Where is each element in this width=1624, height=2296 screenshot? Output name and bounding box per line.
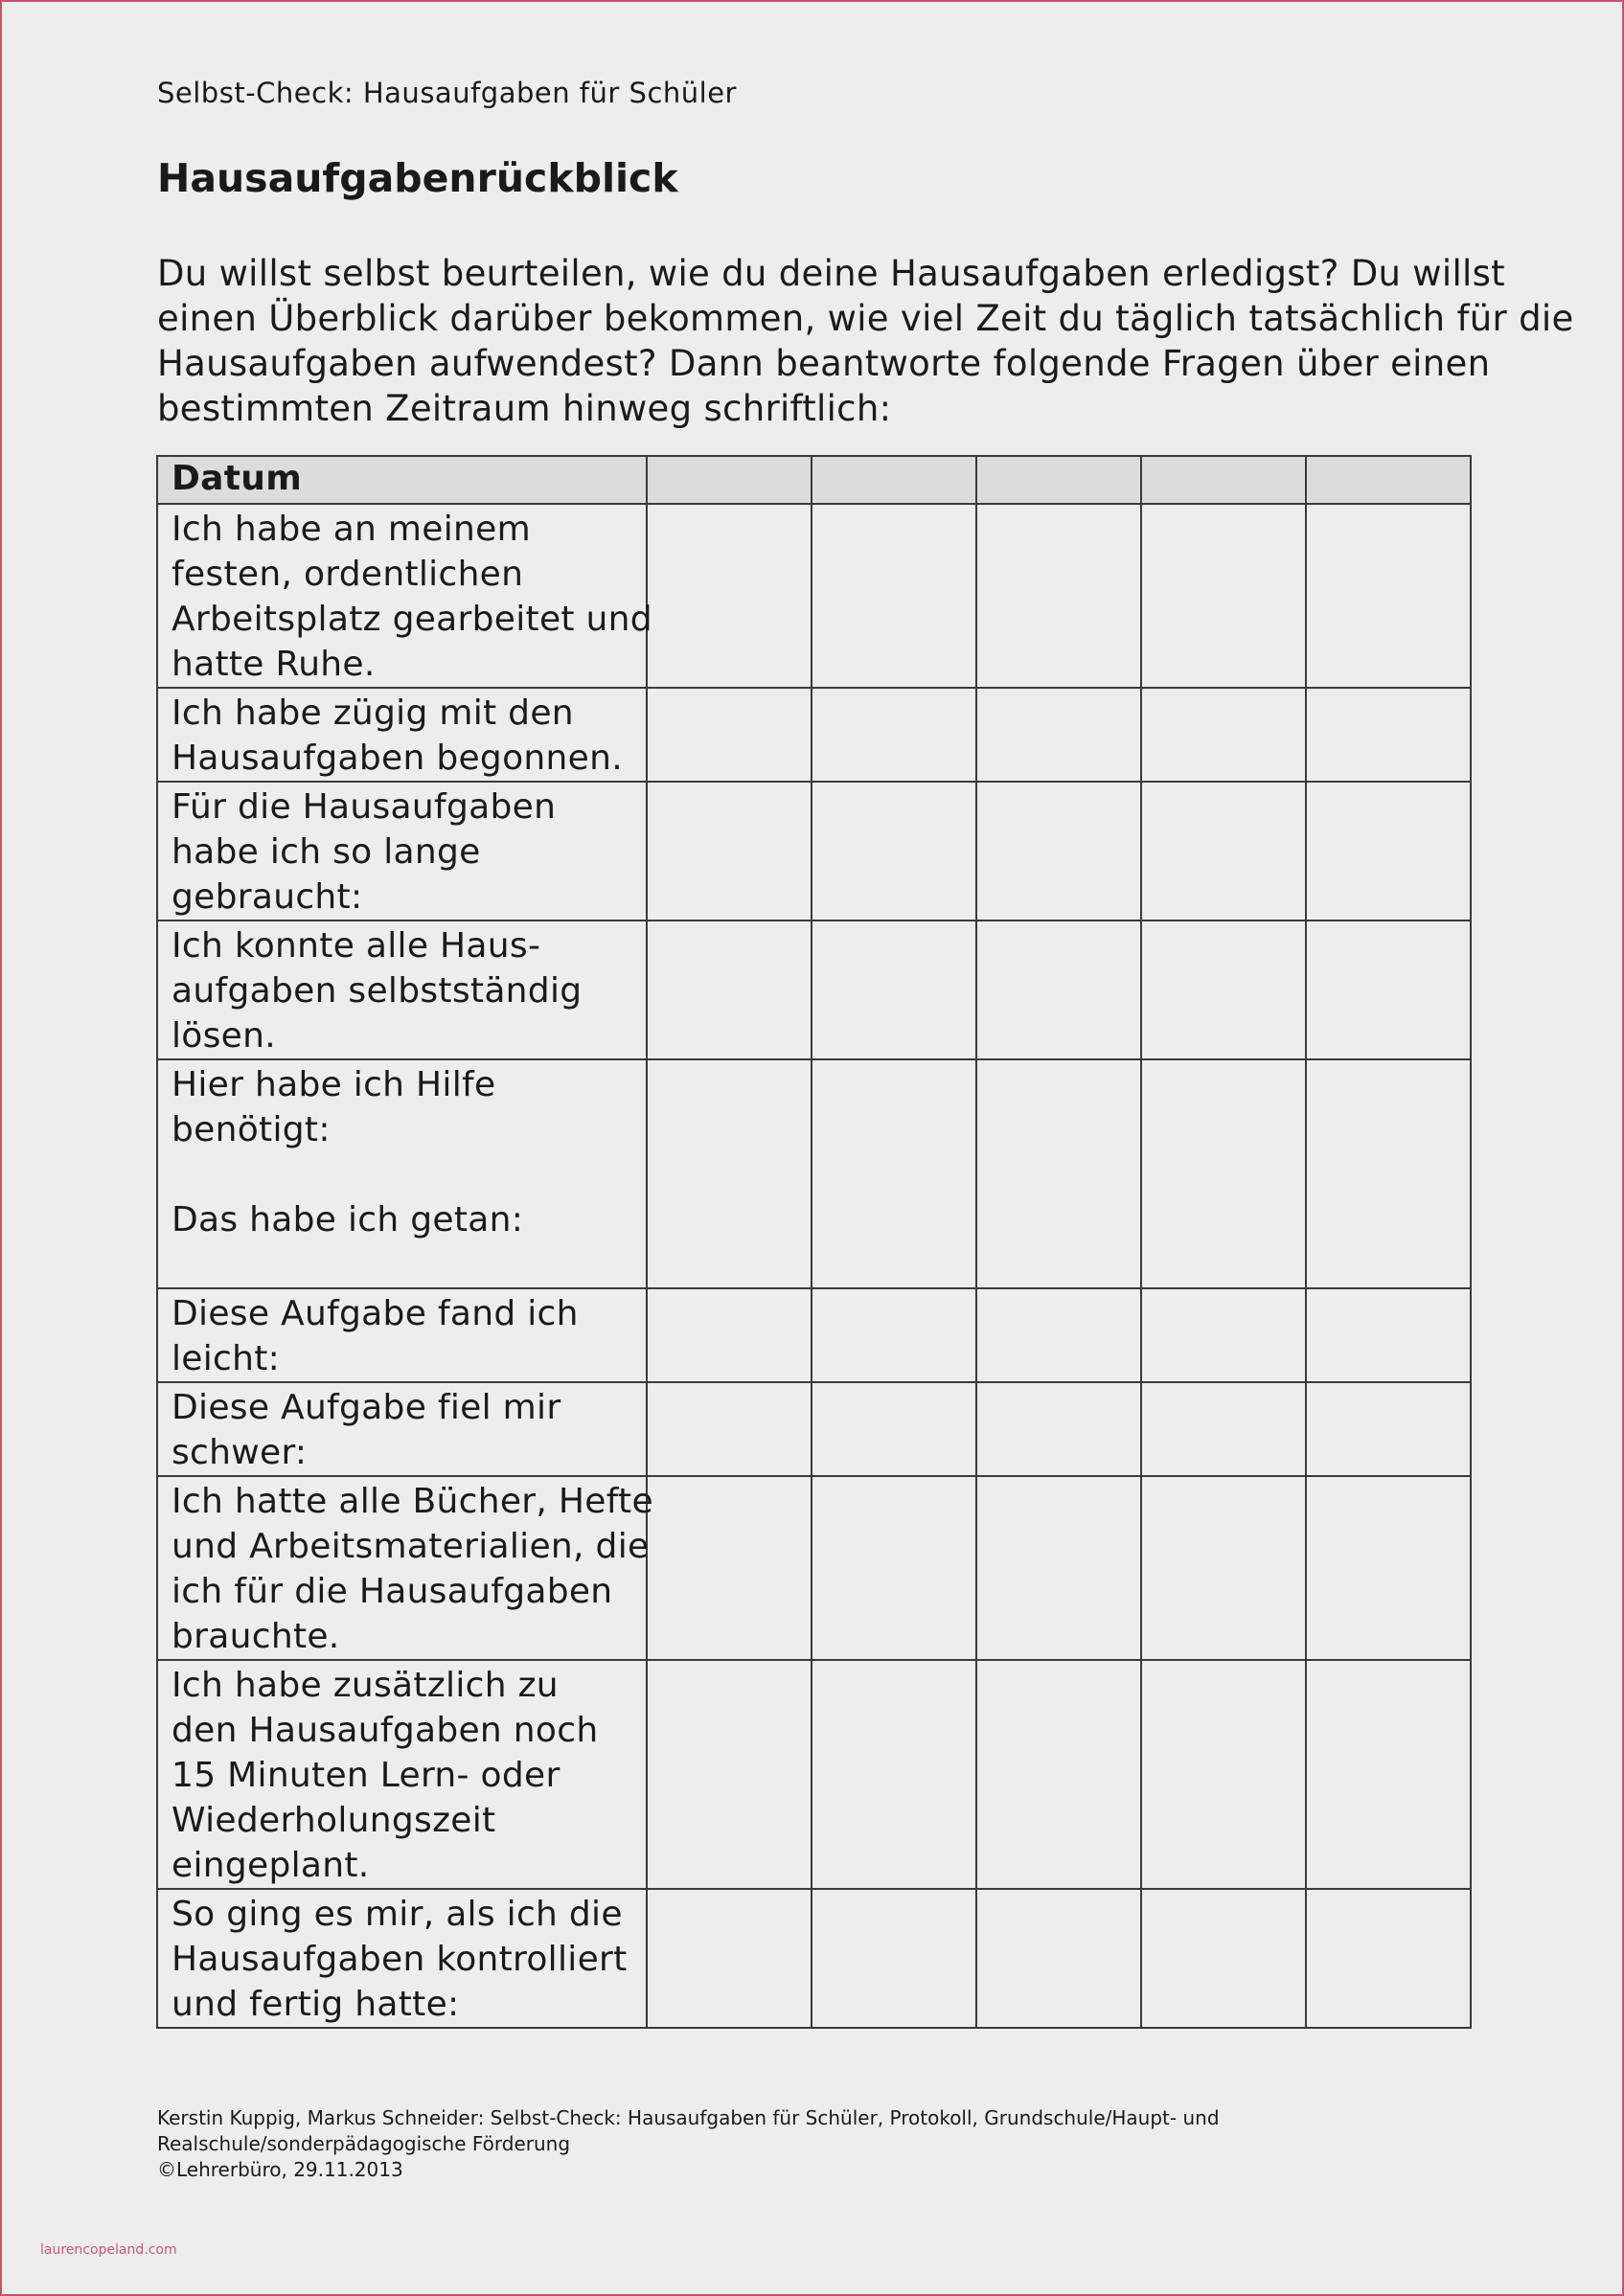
answer-cell[interactable]: [1306, 504, 1471, 688]
question-cell: [157, 504, 652, 688]
answer-cell[interactable]: [1141, 1476, 1306, 1660]
question-text-line: 15 Minuten Lern- oder: [172, 1756, 560, 1795]
answer-cell[interactable]: [1306, 1288, 1471, 1382]
question-cell: [157, 688, 647, 782]
question-text-line: hatte Ruhe.: [172, 645, 376, 684]
question-cell: [157, 921, 647, 1059]
self-check-table: [156, 455, 1472, 2029]
question-row: [157, 782, 1471, 921]
question-text-line: Ich hatte alle Bücher, Hefte: [172, 1482, 653, 1521]
answer-cell[interactable]: [976, 1476, 1141, 1660]
question-text-line: Ich habe an meinem: [172, 510, 531, 549]
question-text-line: [172, 1242, 646, 1287]
date-entry-cell[interactable]: [976, 456, 1141, 504]
question-text-line: leicht:: [172, 1339, 281, 1378]
answer-cell[interactable]: [1141, 1382, 1306, 1476]
question-text-line: und fertig hatte:: [172, 1985, 460, 2024]
question-row: [157, 1660, 1471, 1889]
question-text-line: Wiederholungszeit: [172, 1801, 496, 1840]
question-text-line: Ich habe zügig mit den: [172, 693, 574, 733]
answer-cell[interactable]: [647, 688, 812, 782]
question-text-line: Hausaufgaben kontrolliert: [172, 1940, 628, 1979]
answer-cell[interactable]: [647, 1476, 812, 1660]
intro-line: Hausaufgaben aufwendest? Dann beantworte folgende Fragen über einen: [157, 343, 1491, 384]
answer-cell[interactable]: [1306, 782, 1471, 921]
answer-cell[interactable]: [812, 1476, 976, 1660]
answer-cell[interactable]: [1306, 688, 1471, 782]
answer-cell[interactable]: [1306, 1059, 1471, 1288]
answer-cell[interactable]: [1141, 782, 1306, 921]
answer-cell[interactable]: [976, 504, 1141, 688]
question-text-line: und Arbeitsmaterialien, die: [172, 1527, 650, 1566]
question-text-line: gebraucht:: [172, 877, 363, 917]
intro-paragraph: [157, 251, 1574, 431]
date-header-cell: Datum: [157, 456, 647, 504]
question-text-line: Das habe ich getan:: [172, 1200, 524, 1239]
question-row: [157, 504, 1471, 688]
question-text-line: lösen.: [172, 1016, 276, 1056]
answer-cell[interactable]: [812, 921, 976, 1059]
question-text-line: aufgaben selbstständig: [172, 971, 583, 1011]
answer-cell[interactable]: [647, 1660, 812, 1889]
answer-cell[interactable]: [1141, 1059, 1306, 1288]
answer-cell[interactable]: [1141, 1660, 1306, 1889]
answer-cell[interactable]: [812, 782, 976, 921]
question-text-line: festen, ordentlichen: [172, 555, 524, 594]
answer-cell[interactable]: [1306, 1660, 1471, 1889]
answer-cell[interactable]: [647, 921, 812, 1059]
page-title: Hausaufgabenrückblick: [157, 155, 678, 201]
answer-cell[interactable]: [976, 1660, 1141, 1889]
question-text-line: Für die Hausaufgaben: [172, 787, 557, 827]
answer-cell[interactable]: [812, 688, 976, 782]
footer-line: Kerstin Kuppig, Markus Schneider: Selbst-Check: Hausaufgaben für Schüler, Protokoll, Grundschule/Haupt- und: [157, 2106, 1220, 2129]
answer-cell[interactable]: [976, 1889, 1141, 2028]
question-cell: [157, 782, 647, 921]
intro-line: Du willst selbst beurteilen, wie du deine Hausaufgaben erledigst? Du willst: [157, 253, 1505, 294]
answer-cell[interactable]: [812, 1889, 976, 2028]
answer-cell[interactable]: [812, 1288, 976, 1382]
question-text-line: [172, 1152, 646, 1197]
answer-cell[interactable]: [976, 688, 1141, 782]
answer-cell[interactable]: [1141, 921, 1306, 1059]
intro-line: bestimmten Zeitraum hinweg schriftlich:: [157, 388, 892, 429]
question-text-line: Arbeitsplatz gearbeitet und: [172, 600, 652, 639]
date-entry-cell[interactable]: [647, 456, 812, 504]
question-text-line: Ich habe zusätzlich zu: [172, 1666, 559, 1705]
answer-cell[interactable]: [1141, 1889, 1306, 2028]
question-text-line: habe ich so lange: [172, 832, 481, 872]
watermark: laurencopeland.com: [40, 2242, 177, 2258]
intro-line: einen Überblick darüber bekommen, wie viel Zeit du täglich tatsächlich für die: [157, 298, 1574, 339]
answer-cell[interactable]: [976, 782, 1141, 921]
question-text-line: ich für die Hausaufgaben: [172, 1572, 613, 1611]
question-text-line: Hier habe ich Hilfe: [172, 1065, 496, 1104]
question-row: [157, 1288, 1471, 1382]
answer-cell[interactable]: [647, 1889, 812, 2028]
question-text-line: Diese Aufgabe fand ich: [172, 1294, 579, 1333]
question-row: [157, 1382, 1471, 1476]
answer-cell[interactable]: [976, 1059, 1141, 1288]
document-subtitle: Selbst-Check: Hausaufgaben für Schüler: [157, 77, 737, 109]
answer-cell[interactable]: [1141, 688, 1306, 782]
question-cell: [157, 1660, 647, 1889]
question-cell: [157, 1476, 653, 1660]
question-row: [157, 688, 1471, 782]
answer-cell[interactable]: [647, 1059, 812, 1288]
answer-cell[interactable]: [812, 1382, 976, 1476]
question-text-line: den Hausaufgaben noch: [172, 1711, 599, 1750]
answer-cell[interactable]: [647, 504, 812, 688]
question-text-line: Hausaufgaben begonnen.: [172, 739, 623, 778]
answer-cell[interactable]: [647, 1288, 812, 1382]
answer-cell[interactable]: [812, 1660, 976, 1889]
question-text-line: Diese Aufgabe fiel mir: [172, 1388, 561, 1427]
answer-cell[interactable]: [1306, 1476, 1471, 1660]
answer-cell[interactable]: [647, 782, 812, 921]
date-entry-cell[interactable]: [1306, 456, 1471, 504]
question-row: [157, 1476, 1471, 1660]
footer-line: Realschule/sonderpädagogische Förderung: [157, 2132, 571, 2155]
question-text-line: benötigt:: [172, 1110, 331, 1149]
citation-footer: [157, 2105, 1220, 2183]
answer-cell[interactable]: [1306, 921, 1471, 1059]
answer-cell[interactable]: [1141, 1288, 1306, 1382]
question-cell: [157, 1059, 647, 1288]
question-cell: [157, 1889, 647, 2028]
date-entry-cell[interactable]: [1141, 456, 1306, 504]
footer-line: ©Lehrerbüro, 29.11.2013: [157, 2158, 403, 2181]
answer-cell[interactable]: [976, 921, 1141, 1059]
date-entry-cell[interactable]: [812, 456, 976, 504]
question-row: [157, 1059, 1471, 1288]
question-text-line: So ging es mir, als ich die: [172, 1895, 623, 1934]
question-row: [157, 921, 1471, 1059]
answer-cell[interactable]: [812, 504, 976, 688]
question-cell: [157, 1288, 647, 1382]
answer-cell[interactable]: [1141, 504, 1306, 688]
answer-cell[interactable]: [647, 1382, 812, 1476]
answer-cell[interactable]: [812, 1059, 976, 1288]
question-text-line: schwer:: [172, 1433, 308, 1472]
question-text-line: Ich konnte alle Haus-: [172, 926, 541, 966]
question-text-line: brauchte.: [172, 1617, 340, 1656]
answer-cell[interactable]: [1306, 1889, 1471, 2028]
table-header-row: [157, 456, 1471, 504]
question-row: [157, 1889, 1471, 2028]
answer-cell[interactable]: [1306, 1382, 1471, 1476]
answer-cell[interactable]: [976, 1288, 1141, 1382]
question-cell: [157, 1382, 647, 1476]
question-text-line: eingeplant.: [172, 1846, 370, 1885]
answer-cell[interactable]: [976, 1382, 1141, 1476]
